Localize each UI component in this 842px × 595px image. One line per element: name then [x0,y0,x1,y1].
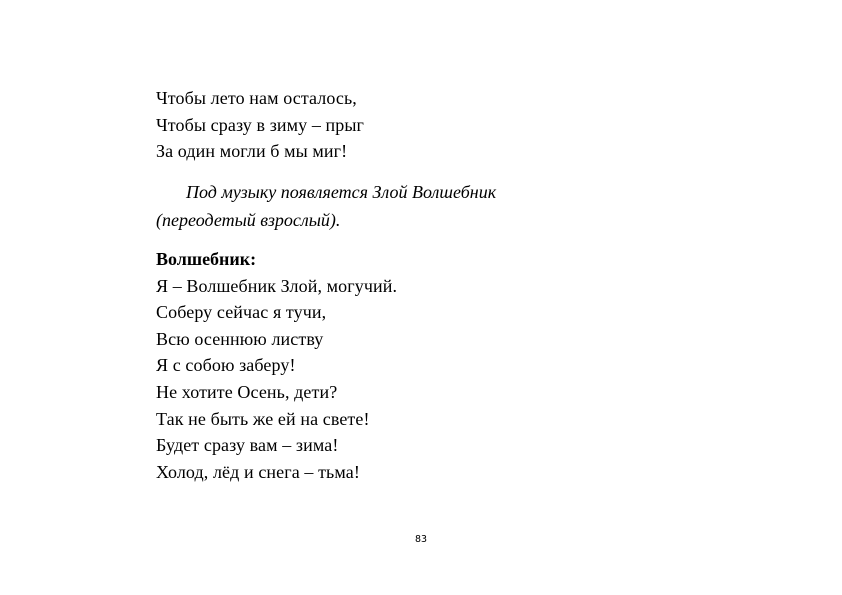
verse-line: За один могли б мы миг! [156,141,348,162]
speech-line: Соберу сейчас я тучи, [156,302,327,323]
speech-line: Я – Волшебник Злой, могучий. [156,275,398,296]
speech-line: Я с собою заберу! [156,355,296,376]
verse-intro [156,85,716,165]
speech-block [156,246,716,485]
speech-line: Будет сразу вам – зима! [156,435,339,456]
speech-line: Холод, лёд и снега – тьма! [156,461,360,482]
speech-line: Всю осеннюю листву [156,328,324,349]
page-number: 83 [414,534,428,545]
stage-direction-line: Под музыку появляется Злой Волшебник [186,182,497,202]
speech-line: Так не быть же ей на свете! [156,408,370,429]
stage-direction [156,178,716,234]
verse-line: Чтобы сразу в зиму – прыг [156,114,365,135]
speech-line: Не хотите Осень, дети? [156,381,338,402]
stage-direction-line: (переодетый взрослый). [156,210,341,230]
verse-line: Чтобы лето нам осталось, [156,88,357,108]
speaker-name: Волшебник: [156,249,257,269]
